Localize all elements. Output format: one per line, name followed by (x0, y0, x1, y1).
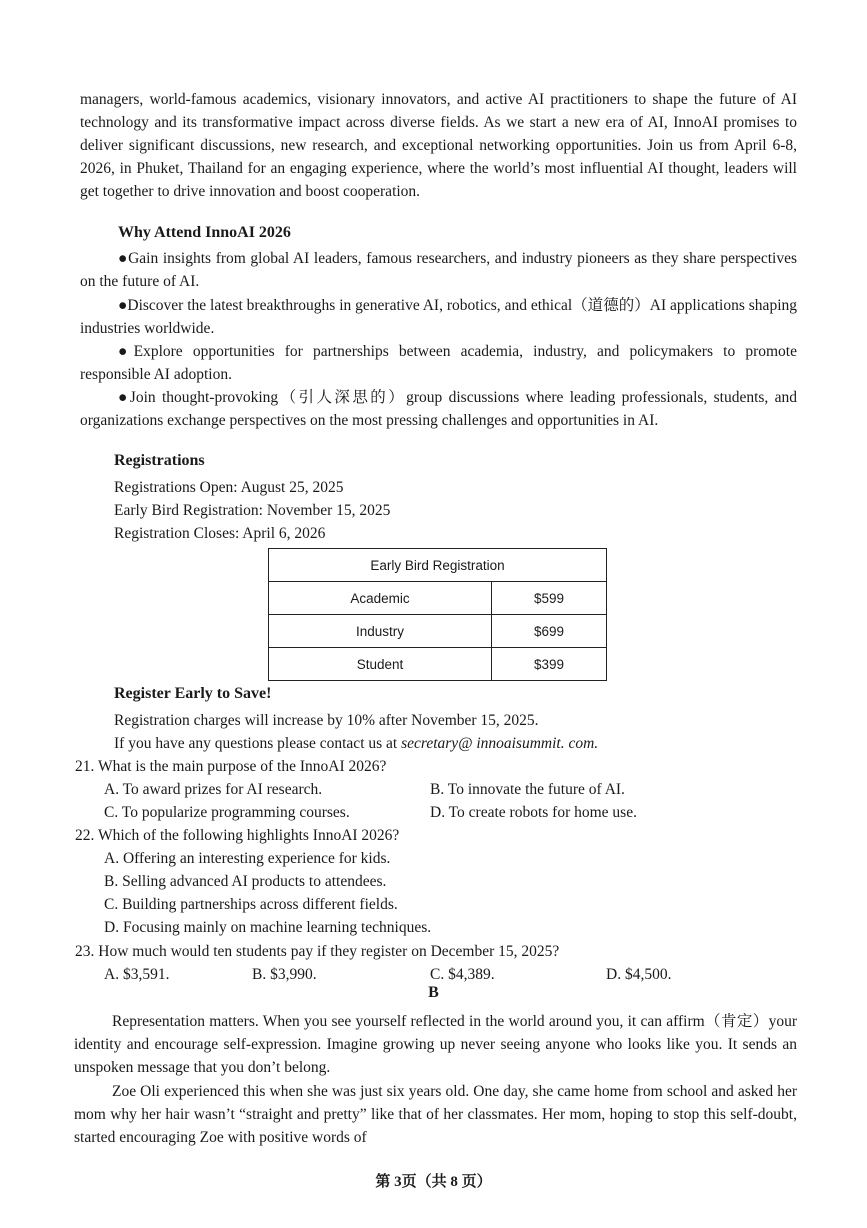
table-row (269, 615, 607, 648)
contact-text: If you have any questions please contact us at (114, 735, 402, 752)
passage-b-paragraph: Zoe Oli experienced this when she was just six years old. One day, she came home from school and asked her mom why her hair wasn’t “straight and pretty” like that of her classmates. Her mom, hoping to stop this self-doubt, started encouraging Zoe with positive words of (74, 1083, 797, 1146)
table-cell-price: $699 (492, 615, 607, 648)
table-cell-price: $399 (492, 648, 607, 681)
option-d: D. $4,500. (606, 966, 672, 983)
question-23: 23. How much would ten students pay if they register on December 15, 2025? (75, 943, 560, 960)
option-b: B. $3,990. (252, 966, 317, 983)
registration-line: Registration Closes: April 6, 2026 (114, 525, 326, 542)
option-d: D. Focusing mainly on machine learning techniques. (104, 919, 432, 936)
page-footer: 第 3页（共 8 页） (375, 1174, 492, 1190)
option-a: A. $3,591. (104, 966, 170, 983)
registrations-heading: Registrations (114, 452, 205, 469)
bullet-item: ●Discover the latest breakthroughs in generative AI, robotics, and ethical（道德的）AI applications shaping industries worldwide. (80, 297, 797, 337)
section-b-label: B (428, 984, 439, 1001)
registration-line: Registrations Open: August 25, 2025 (114, 479, 344, 496)
bullet-item: ●Join thought-provoking（引人深思的）group discussions where leading professionals, students, and organizations exchange perspectives on the most pressing challenges and opportunities in AI. (80, 389, 797, 429)
charges-line: Registration charges will increase by 10% after November 15, 2025. (114, 712, 539, 729)
passage-b-paragraph: Representation matters. When you see yourself reflected in the world around you, it can affirm（肯定）your identity and encourage self-expression. Imagine growing up never seeing anyone who looks like you. It sends an unspoken message that you don’t belong. (74, 1013, 797, 1076)
question-21: 21. What is the main purpose of the InnoAI 2026? (75, 758, 387, 775)
question-22: 22. Which of the following highlights InnoAI 2026? (75, 827, 400, 844)
option-c: C. $4,389. (430, 966, 495, 983)
option-c: C. To popularize programming courses. (104, 804, 350, 821)
option-a: A. To award prizes for AI research. (104, 781, 323, 798)
table-cell-price: $599 (492, 582, 607, 615)
table-cell-type: Industry (269, 615, 492, 648)
option-b: B. Selling advanced AI products to attendees. (104, 873, 387, 890)
register-early-heading: Register Early to Save! (114, 685, 272, 702)
price-table (268, 548, 607, 681)
contact-email: secretary@ innoaisummit. com. (401, 735, 599, 752)
intro-paragraph: managers, world-famous academics, visionary innovators, and active AI practitioners to shape the future of AI technology and its transformative impact across diverse fields. As we start a new era of AI, InnoAI promises to deliver significant discussions, new research, and exceptional networking opportunities. Join us from April 6-8, 2026, in Phuket, Thailand for an engaging experience, where the world’s most influential AI thought, leaders will get together to drive innovation and boost cooperation. (80, 91, 797, 200)
why-attend-heading: Why Attend InnoAI 2026 (118, 224, 291, 241)
table-cell-type: Academic (269, 582, 492, 615)
option-a: A. Offering an interesting experience for kids. (104, 850, 391, 867)
bullet-item: ●Gain insights from global AI leaders, famous researchers, and industry pioneers as they share perspectives on the future of AI. (80, 250, 797, 290)
bullet-item: ●Explore opportunities for partnerships between academia, industry, and policymakers to promote responsible AI adoption. (80, 343, 797, 383)
option-d: D. To create robots for home use. (430, 804, 637, 821)
option-b: B. To innovate the future of AI. (430, 781, 625, 798)
option-c: C. Building partnerships across different fields. (104, 896, 398, 913)
table-row (269, 648, 607, 681)
table-cell-type: Student (269, 648, 492, 681)
registration-line: Early Bird Registration: November 15, 2025 (114, 502, 391, 519)
contact-line (114, 732, 598, 755)
table-row (269, 582, 607, 615)
price-table-title: Early Bird Registration (269, 549, 607, 582)
